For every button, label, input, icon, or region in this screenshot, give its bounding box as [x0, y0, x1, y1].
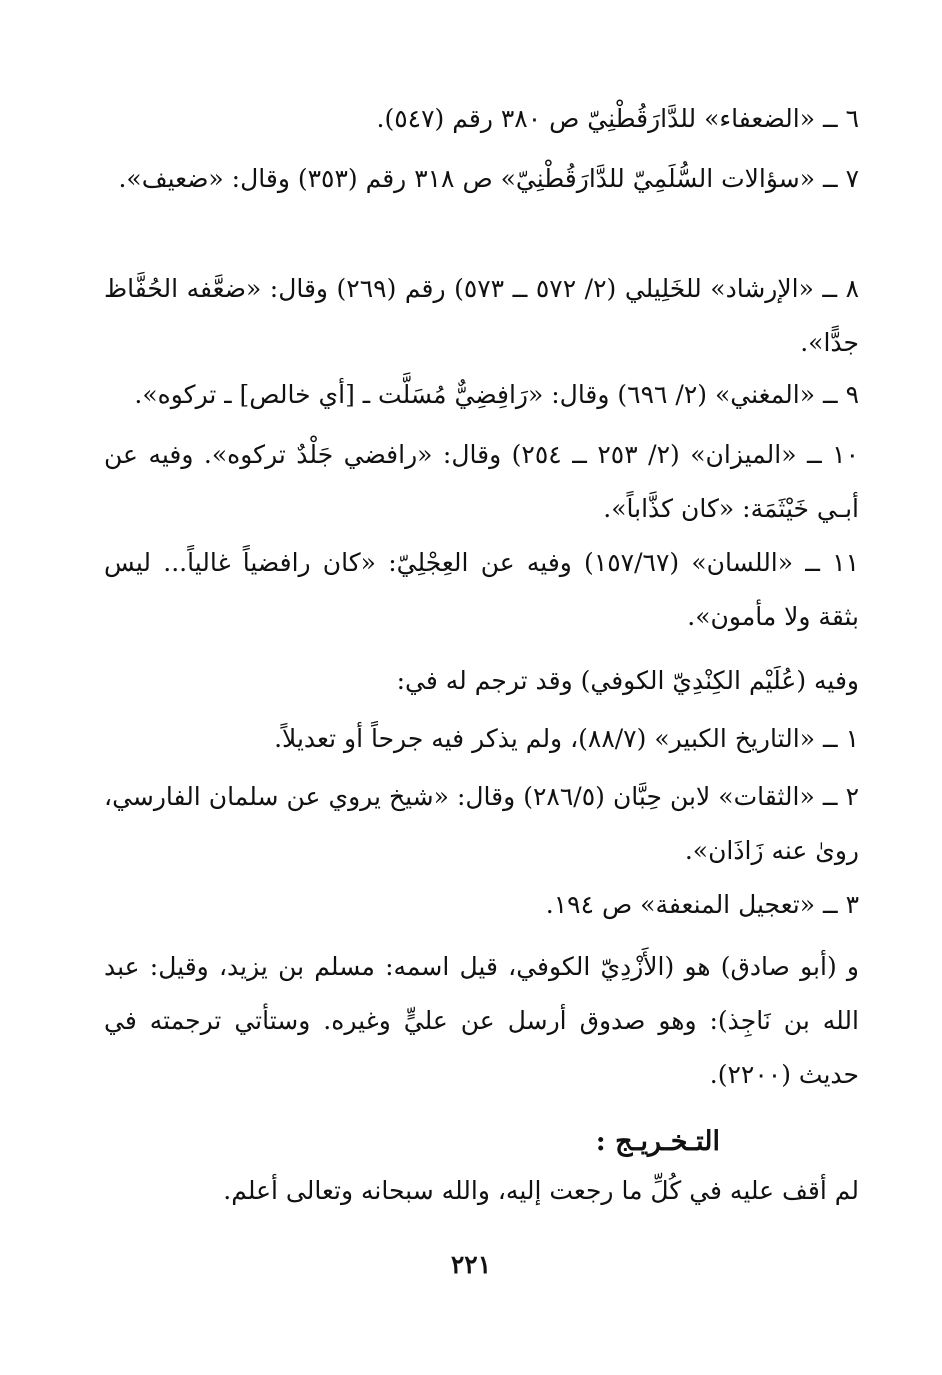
narrator-source-1: ١ ــ «التاريخ الكبير» (٨٨/٧)، ولم يذكر فيه جرحاً أو تعديلاً. — [274, 724, 859, 753]
narrator-source-3: ٣ ــ «تعجيل المنعفة» ص ١٩٤. — [545, 890, 859, 919]
source-entry-11: ١١ ــ «اللسان» (١٥٧/٦٧) وفيه عن العِجْلِيّ: «كان رافضياً غالياً... ليس بثقة ولا مأمون». — [104, 548, 859, 631]
takhrij-heading: التـخـريـج : — [595, 1126, 720, 1157]
takhrij-text: لم أقف عليه في كُلِّ ما رجعت إليه، والله سبحانه وتعالى أعلم. — [223, 1176, 859, 1205]
source-entry-10: ١٠ ــ «الميزان» (٢/ ٢٥٣ ــ ٢٥٤) وقال: «رافضي جَلْدٌ تركوه». وفيه عن أبـي خَيْثَمَة: «كان كذَّاباً». — [104, 440, 859, 523]
narrator-note-abu-sadiq: و (أبو صادق) هو (الأَزْدِيّ الكوفي، قيل اسمه: مسلم بن يزيد، وقيل: عبد الله بن نَاجِذ): وهو صدوق أرسل عن عليٍّ وغيره. وستأتي ترجمته في حديث (٢٢٠٠). — [104, 952, 859, 1089]
page-number: ٢٢١ — [450, 1250, 492, 1279]
source-entry-7: ٧ ــ «سؤالات السُّلَمِيّ للدَّارَقُطْنِيّ» ص ٣١٨ رقم (٣٥٣) وقال: «ضعيف». — [118, 164, 859, 193]
narrator-intro: وفيه (عُلَيْم الكِنْدِيّ الكوفي) وقد ترجم له في: — [396, 666, 859, 695]
source-entry-6: ٦ ــ «الضعفاء» للدَّارَقُطْنِيّ ص ٣٨٠ رقم (٥٤٧). — [376, 104, 859, 133]
narrator-source-2: ٢ ــ «الثقات» لابن حِبَّان (٢٨٦/٥) وقال: «شيخ يروي عن سلمان الفارسي، روىٰ عنه زَاذَان». — [104, 782, 859, 865]
source-entry-9: ٩ ــ «المغني» (٢/ ٦٩٦) وقال: «رَافِضِيٌّ مُسَلَّت ـ [أي خالص] ـ تركوه». — [134, 380, 859, 409]
source-entry-8: ٨ ــ «الإرشاد» للخَلِيلي (٢/ ٥٧٢ ــ ٥٧٣) رقم (٢٦٩) وقال: «ضعَّفه الحُفَّاظ جدًّا». — [104, 274, 860, 357]
